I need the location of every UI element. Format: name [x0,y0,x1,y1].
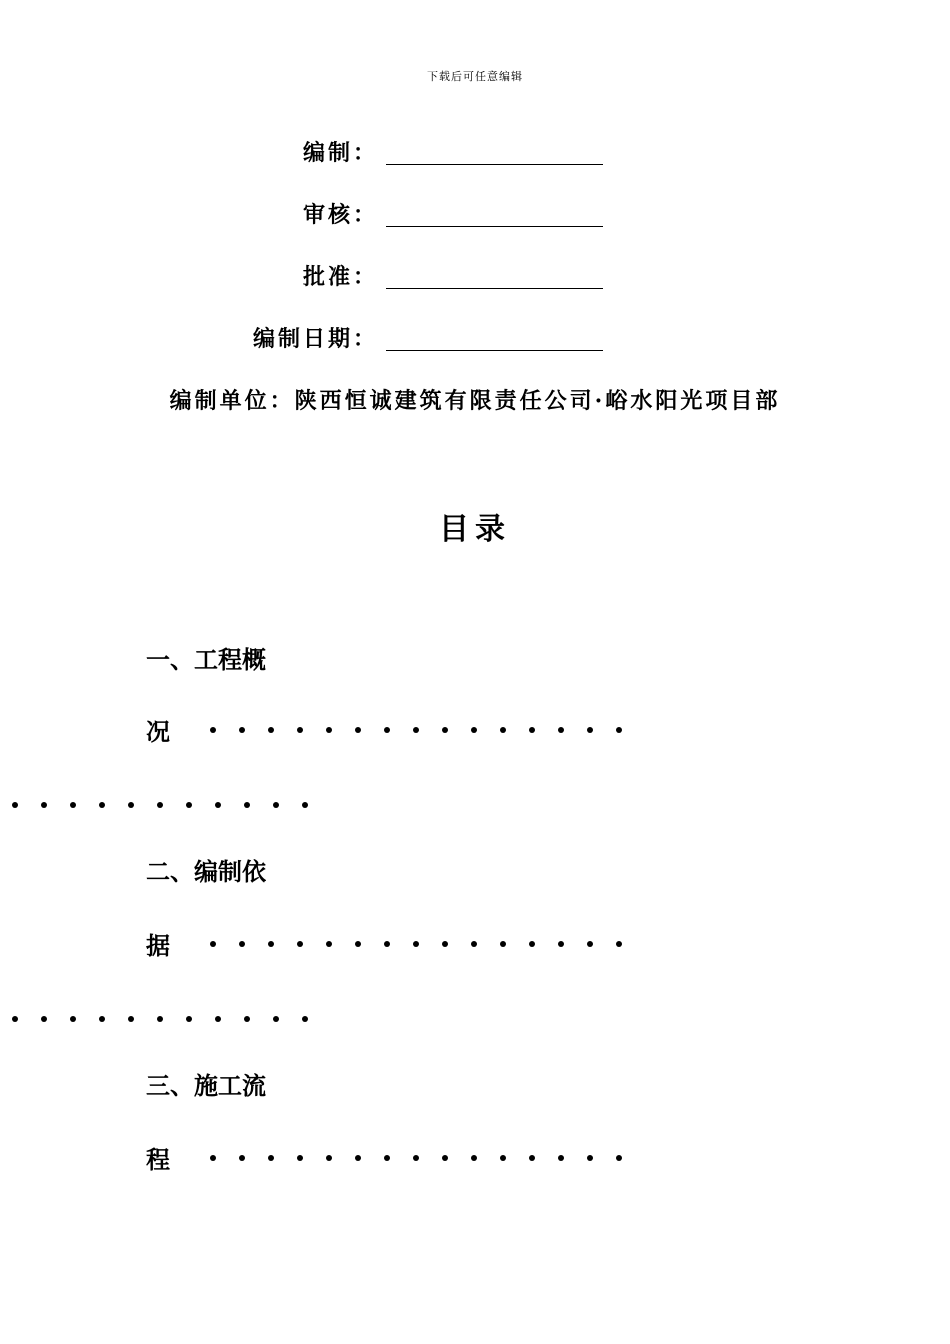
toc-entry-continuation[interactable] [146,926,170,960]
leader-dot [442,1155,448,1161]
leader-dot [442,727,448,733]
leader-dot [273,1016,279,1022]
toc-entry-heading[interactable]: 一、工程概 [146,645,266,674]
toc-entry-continuation[interactable] [146,712,170,746]
leader-dot [413,941,419,947]
leader-dot [186,1016,192,1022]
leader-dot [297,1155,303,1161]
leader-dot [99,1016,105,1022]
leader-dot [326,1155,332,1161]
leader-dot [326,941,332,947]
leader-dot [413,1155,419,1161]
signature-row-reviewed [0,198,950,228]
toc-entry-tail: 据 [146,931,170,960]
toc-title: 目录 [439,512,511,547]
leader-dot [268,727,274,733]
signature-label: 批准： [302,264,378,290]
signature-line [386,164,603,165]
leader-dot [157,802,163,808]
signature-label: 编制日期： [252,326,378,352]
leader-dot [384,1155,390,1161]
leader-dot [500,941,506,947]
leader-dot [616,727,622,733]
leader-dot [558,941,564,947]
leader-dot [297,941,303,947]
leader-dot [500,1155,506,1161]
leader-dot [186,802,192,808]
leader-dot [302,802,308,808]
leader-dot [12,802,18,808]
leader-dot [99,802,105,808]
leader-dot [500,727,506,733]
signature-row-compiled [0,136,950,166]
leader-dot [587,727,593,733]
signature-row-approved [0,260,950,290]
leader-dot [215,802,221,808]
leader-dot [244,802,250,808]
leader-dot [471,1155,477,1161]
leader-dot [12,1016,18,1022]
leader-dot [70,802,76,808]
leader-dot [442,941,448,947]
leader-dot [558,1155,564,1161]
leader-dot [616,1155,622,1161]
leader-dot [268,941,274,947]
toc-entry-continuation[interactable] [146,1140,170,1174]
leader-dot [384,941,390,947]
leader-dot [355,727,361,733]
leader-dot [558,727,564,733]
toc-entry-tail: 况 [146,717,170,746]
leader-dot [297,727,303,733]
toc-entry-tail: 程 [146,1145,170,1174]
leader-dot [587,1155,593,1161]
leader-dot [239,727,245,733]
leader-dot [587,941,593,947]
leader-dot [273,802,279,808]
leader-dot [616,941,622,947]
signature-row-date [0,322,950,352]
leader-dot [210,727,216,733]
leader-dot [215,1016,221,1022]
leader-dot [268,1155,274,1161]
leader-dot [210,941,216,947]
leader-dot [244,1016,250,1022]
leader-dot [239,1155,245,1161]
leader-dot [471,727,477,733]
leader-dot [70,1016,76,1022]
leader-dot [239,941,245,947]
leader-dot [529,727,535,733]
toc-entry-heading[interactable]: 二、编制依 [146,857,266,886]
leader-dot [128,1016,134,1022]
signature-label: 编制： [302,140,378,166]
leader-dot [413,727,419,733]
toc-entry-heading[interactable]: 三、施工流 [146,1071,266,1100]
compiling-unit: 编制单位：陕西恒诚建筑有限责任公司·峪水阳光项目部 [169,388,781,414]
leader-dot [326,727,332,733]
leader-dot [41,802,47,808]
leader-dot [157,1016,163,1022]
leader-dot [302,1016,308,1022]
leader-dot [384,727,390,733]
signature-line [386,350,603,351]
leader-dot [529,941,535,947]
leader-dot [41,1016,47,1022]
signature-line [386,226,603,227]
signature-line [386,288,603,289]
leader-dot [355,941,361,947]
header-note: 下载后可任意编辑 [427,70,523,83]
leader-dot [529,1155,535,1161]
leader-dot [471,941,477,947]
leader-dot [355,1155,361,1161]
signature-label: 审核： [302,202,378,228]
leader-dot [128,802,134,808]
leader-dot [210,1155,216,1161]
